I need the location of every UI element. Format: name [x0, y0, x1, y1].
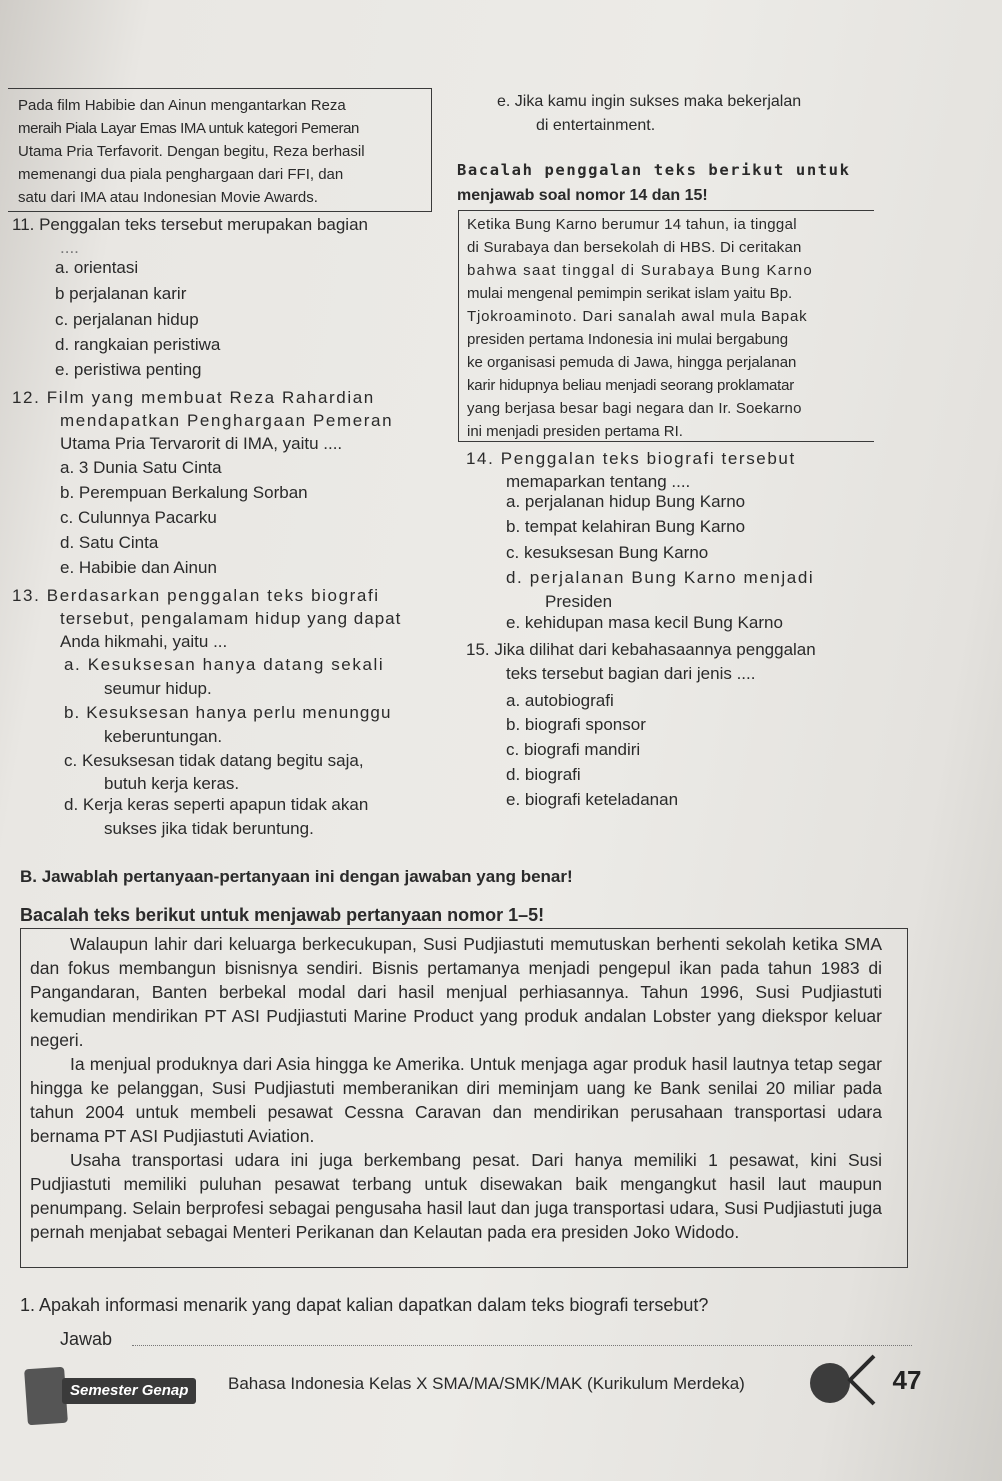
q14-option-cont: Presiden — [545, 592, 613, 611]
section-b-title: B. Jawablah pertanyaan-pertanyaan ini dengan jawaban yang benar! — [20, 867, 573, 886]
q11-continuation: .... — [60, 238, 79, 257]
susi-paragraph: Walaupun lahir dari keluarga berkecukupan, Susi Pudjiastuti memutuskan berhenti sekolah ketika SMA dan fokus membangun bisnisnya sendiri. Bisnis pertamanya menjadi pengepul ikan pada tahun 1983 di Pangandaran, Banten berbekal modal dari hasil menjual perhiasannya. Tahun 1996, Susi Pudjiastuti kemudian mendirikan PT ASI Pudjiastuti Marine Product yang produk andalan Lobster yang diekspor keluar negeri. — [30, 934, 882, 1050]
answer-line[interactable] — [132, 1345, 912, 1346]
q15-question-cont: teks tersebut bagian dari jenis .... — [506, 664, 756, 683]
q11-option: d. rangkaian peristiwa — [55, 335, 221, 354]
q14-option: a. perjalanan hidup Bung Karno — [506, 492, 746, 511]
q14-option: c. kesuksesan Bung Karno — [506, 543, 709, 562]
q13-option-cont: butuh kerja keras. — [104, 774, 240, 793]
q14-option: b. tempat kelahiran Bung Karno — [506, 517, 746, 536]
q11-option: e. peristiwa penting — [55, 360, 202, 379]
q12-option: a. 3 Dunia Satu Cinta — [60, 458, 222, 477]
q15-option: c. biografi mandiri — [506, 740, 641, 759]
q13-question-cont: tersebut, pengalamam hidup yang dapat — [60, 609, 402, 628]
top-box-line: meraih Piala Layar Emas IMA untuk kategori Pemeran — [18, 120, 360, 137]
q12-option: d. Satu Cinta — [60, 533, 159, 552]
q15-option: e. biografi keteladanan — [506, 790, 679, 809]
q15-option: a. autobiografi — [506, 691, 614, 710]
instruction-14-15-cont: menjawab soal nomor 14 dan 15! — [457, 187, 708, 204]
q10-option-e-cont: di entertainment. — [536, 117, 656, 134]
karno-box-line: bahwa saat tinggal di Surabaya Bung Karno — [467, 262, 814, 279]
karno-box-line: karir hidupnya beliau menjadi seorang proklamatar — [467, 377, 795, 394]
susi-paragraph: Usaha transportasi udara ini juga berkembang pesat. Dari hanya memiliki 1 pesawat, kini Susi Pudjiastuti memiliki puluhan pesawat terbang untuk disewakan baik mengangkut hasil laut maupun penumpang. Selain berprofesi sebagai pengusaha hasil laut dan juga transportasi udara, Susi Pudjiastuti juga pernah menjabat sebagai Menteri Perikanan dan Kelautan pada era presiden Joko Widodo. — [30, 1150, 882, 1242]
susi-paragraph: Ia menjual produknya dari Asia hingga ke Amerika. Untuk menjaga agar produk hasil lautnya tetap segar hingga ke pelanggan, Susi Pudjiastuti memberanikan diri meminjam uang ke Bank senilai 20 miliar pada tahun 2004 untuk membeli pesawat Cessna Caravan dan mendirikan perusahaan transportasi udara bernama PT ASI Pudjiastuti Aviation. — [30, 1054, 882, 1146]
q14-question-cont: memaparkan tentang .... — [506, 472, 691, 491]
q14-option: e. kehidupan masa kecil Bung Karno — [506, 613, 783, 632]
q13-option: c. Kesuksesan tidak datang begitu saja, — [64, 751, 364, 770]
karno-box-line: presiden pertama Indonesia ini mulai bergabung — [467, 331, 789, 348]
q13-option: d. Kerja keras seperti apapun tidak akan — [64, 795, 369, 814]
page-number: 47 — [892, 1365, 922, 1395]
jawab-label: Jawab — [60, 1329, 113, 1349]
karno-box-line: mulai mengenal pemimpin serikat islam yaitu Bp. — [467, 285, 793, 302]
q14-question: 14. Penggalan teks biografi tersebut — [466, 449, 796, 468]
q13-option: b. Kesuksesan hanya perlu menunggu — [64, 703, 392, 722]
q15-question: 15. Jika dilihat dari kebahasaannya penggalan — [466, 640, 816, 659]
q15-option: b. biografi sponsor — [506, 715, 646, 734]
q12-option: c. Culunnya Pacarku — [60, 508, 217, 527]
q10-option-e: e. Jika kamu ingin sukses maka bekerjalan — [497, 93, 802, 110]
q11-option: b perjalanan karir — [55, 284, 187, 303]
karno-box-line: ini menjadi presiden pertama RI. — [467, 423, 683, 440]
q13-question-cont: Anda hikmahi, yaitu ... — [60, 632, 228, 651]
top-box-line: memenangi dua piala penghargaan dari FFI, dan — [18, 166, 344, 183]
q13-question: 13. Berdasarkan penggalan teks biografi — [12, 586, 380, 605]
top-box-line: Utama Pria Terfavorit. Dengan begitu, Reza berhasil — [18, 143, 365, 160]
susi-text — [30, 932, 882, 1244]
q15-option: d. biografi — [506, 765, 581, 784]
q13-option-cont: keberuntungan. — [104, 727, 223, 746]
q12-option: e. Habibie dan Ainun — [60, 558, 217, 577]
q12-question-cont: Utama Pria Tervarorit di IMA, yaitu .... — [60, 434, 343, 453]
instruction-14-15: Bacalah penggalan teks berikut untuk — [457, 161, 851, 179]
q14-option: d. perjalanan Bung Karno menjadi — [506, 568, 815, 587]
q13-option-cont: seumur hidup. — [104, 679, 212, 698]
karno-box-line: Tjokroaminoto. Dari sanalah awal mula Bapak — [467, 308, 808, 325]
q11-option: a. orientasi — [55, 258, 139, 277]
top-box-line: Pada film Habibie dan Ainun mengantarkan Reza — [18, 97, 346, 114]
section-b-instruction: Bacalah teks berikut untuk menjawab pertanyaan nomor 1–5! — [20, 905, 545, 925]
q12-question: 12. Film yang membuat Reza Rahardian — [12, 388, 375, 407]
question-1: 1. Apakah informasi menarik yang dapat kalian dapatkan dalam teks biografi tersebut? — [20, 1295, 709, 1315]
q12-question-cont: mendapatkan Penghargaan Pemeran — [60, 411, 394, 430]
karno-box-line: di Surabaya dan bersekolah di HBS. Di ceritakan — [467, 239, 802, 256]
semester-badge-label: Semester Genap — [62, 1378, 196, 1404]
q13-option: a. Kesuksesan hanya datang sekali — [64, 655, 385, 674]
top-box-line: satu dari IMA atau Indonesian Movie Awards. — [18, 189, 318, 206]
semester-badge — [22, 1352, 212, 1420]
karno-box-line: yang berjasa besar bagi negara dan Ir. Soekarno — [467, 400, 802, 417]
book-title: Bahasa Indonesia Kelas X SMA/MA/SMK/MAK (Kurikulum Merdeka) — [228, 1374, 745, 1393]
karno-box-line: Ketika Bung Karno berumur 14 tahun, ia tinggal — [467, 216, 797, 233]
karno-box-line: ke organisasi pemuda di Jawa, hingga perjalanan — [467, 354, 797, 371]
q11-question: 11. Penggalan teks tersebut merupakan bagian — [12, 215, 368, 234]
q13-option-cont: sukses jika tidak beruntung. — [104, 819, 314, 838]
q12-option: b. Perempuan Berkalung Sorban — [60, 483, 308, 502]
q11-option: c. perjalanan hidup — [55, 310, 199, 329]
